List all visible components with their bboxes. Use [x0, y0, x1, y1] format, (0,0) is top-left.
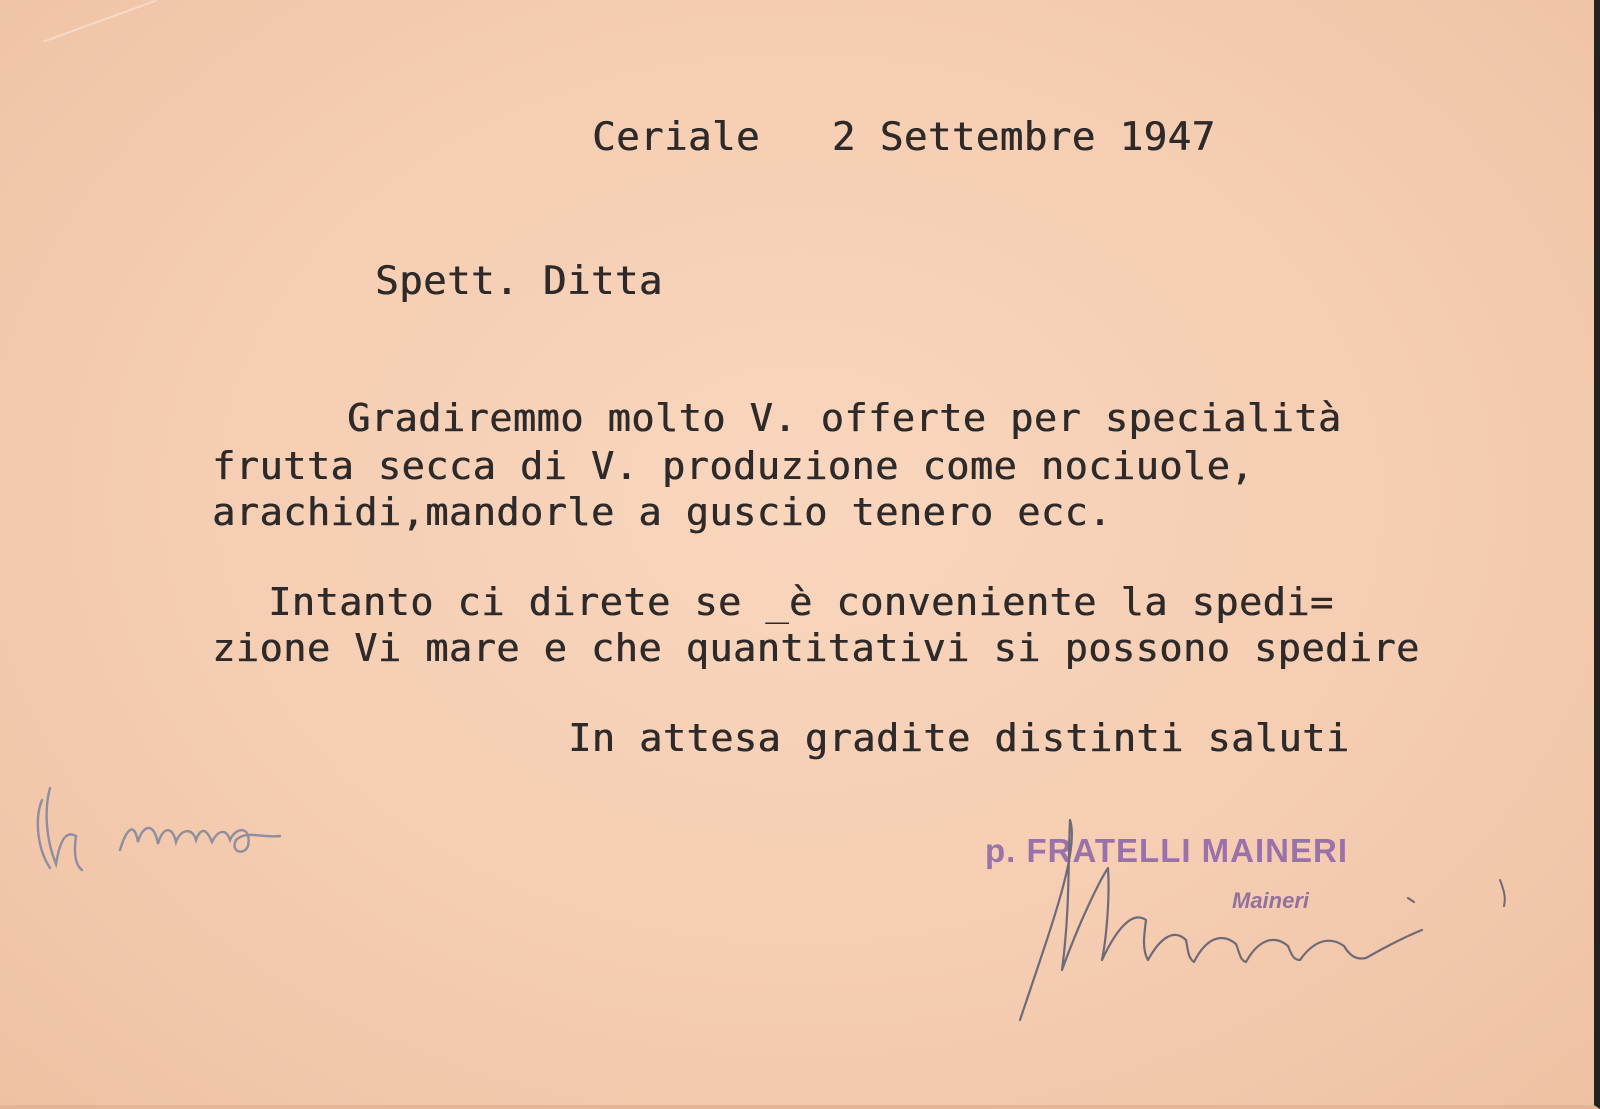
paragraph1-line3: arachidi,mandorle a guscio tenero ecc. — [212, 490, 1112, 535]
signature — [1010, 810, 1510, 1040]
stamp-name: Maineri — [1232, 888, 1310, 913]
handwritten-note — [30, 780, 320, 890]
salutation: Spett. Ditta — [375, 259, 663, 304]
paragraph2-line2: zione Vi mare e che quantitativi si possono spedire — [212, 626, 1420, 671]
paragraph1-line1: Gradiremmo molto V. offerte per specialità — [347, 396, 1342, 441]
paragraph1-line2: frutta secca di V. produzione come nociuole, — [212, 444, 1254, 489]
place-date-line: Ceriale 2 Settembre 1947 — [592, 115, 1216, 160]
paragraph2-line1: Intanto ci direte se _è conveniente la spedi= — [268, 580, 1334, 625]
company-stamp: p. FRATELLI MAINERI — [985, 832, 1349, 869]
paper-crease — [43, 0, 156, 42]
closing-line: In attesa gradite distinti saluti — [568, 716, 1350, 761]
